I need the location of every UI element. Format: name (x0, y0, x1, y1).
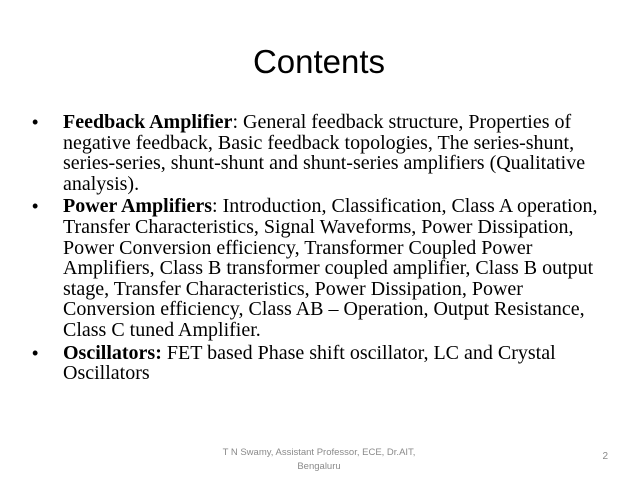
footer-author-line2: Bengaluru (297, 461, 341, 472)
list-item-separator: : (212, 195, 218, 218)
contents-list (30, 112, 610, 386)
list-item-feedback-amplifier (30, 112, 610, 194)
list-item-separator: : (232, 111, 238, 133)
bullet-icon: • (32, 112, 39, 132)
bullet-icon: • (32, 196, 39, 217)
footer-author-line1: T N Swamy, Assistant Professor, ECE, Dr.AIT, (222, 447, 416, 458)
list-item-heading: Oscillators: (63, 341, 162, 364)
list-item-body: Introduction, Classification, Class A operation, Transfer Characteristics, Signal Waveforms, Power Dissipation, Power Conversion efficiency, Transformer Coupled Power Amplifiers, Class B transformer coupled amplifier, Class B output stage, Transfer Characteristics, Power Dissipation, Power Conversion efficiency, Class AB – Operation, Output Resistance, Class C tuned Amplifier. (63, 195, 598, 341)
slide-title: Contents (252, 43, 386, 80)
page-number: 2 (602, 451, 608, 462)
bullet-icon: • (32, 342, 39, 363)
list-item-power-amplifiers (30, 196, 610, 340)
list-item-body: General feedback structure, Properties of negative feedback, Basic feedback topologies, The series-shunt, series-series, shunt-shunt and shunt-series amplifiers (Qualitative analysis). (63, 111, 586, 195)
list-item-oscillators (30, 343, 610, 384)
footer-author (219, 446, 419, 474)
list-item-heading: Feedback Amplifier (63, 111, 233, 133)
list-item-heading: Power Amplifiers (63, 195, 213, 218)
list-item-body: FET based Phase shift oscillator, LC and Crystal Oscillators (63, 341, 556, 385)
